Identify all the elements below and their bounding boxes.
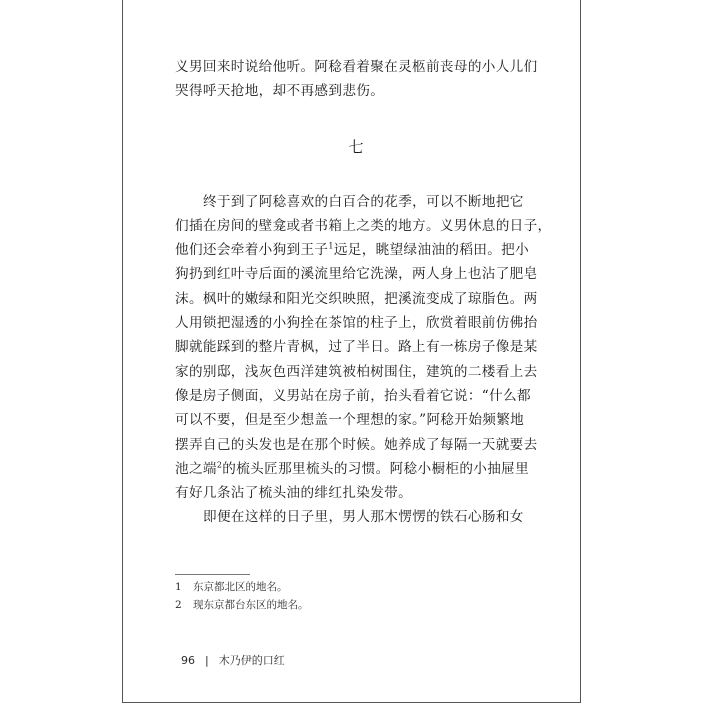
text-line <box>175 238 537 262</box>
footnote-ref-1[interactable]: 1 <box>328 241 334 251</box>
text-line <box>175 457 537 481</box>
footnote-item <box>175 578 537 596</box>
text-line: 终于到了阿稔喜欢的白百合的花季，可以不断地把它 <box>203 193 524 210</box>
page-number: 96 <box>181 654 195 667</box>
text-line: 可以不要，但是至少想盖一个理想的家。”阿稔开始频繁地 <box>175 412 525 429</box>
text-line: 像是房子侧面，义男站在房子前，抬头看着它说：“什么都 <box>175 387 531 404</box>
text-line: 义男回来时说给他听。阿稔看着聚在灵柩前丧母的小人儿们 <box>175 59 538 75</box>
footnote-divider <box>175 574 250 575</box>
text-line: 脚就能踩到的整片青枫，过了半日。路上有一栋房子像是某 <box>175 339 538 356</box>
text-line: 摆弄自己的头发也是在那个时候。她养成了每隔一天就要去 <box>175 436 538 453</box>
text-line: 狗扔到红叶寺后面的溪流里给它洗澡，两人身上也沾了肥皂 <box>175 266 538 283</box>
footnote-text: 现东京都台东区的地名。 <box>193 599 309 611</box>
text-line: 人用锁把湿透的小狗拴在茶馆的柱子上，欣赏着眼前仿佛抬 <box>175 315 538 332</box>
text-line: 有好几条沾了梳头油的绯红扎染发带。 <box>175 485 413 502</box>
chapter-heading: 七 <box>348 137 364 156</box>
footnote-item <box>175 596 537 614</box>
text-line: 沫。枫叶的嫩绿和阳光交织映照，把溪流变成了琼脂色。两 <box>175 290 538 307</box>
paragraph-continued <box>175 55 537 104</box>
text-line: 们插在房间的壁龛或者书箱上之类的地方。义男休息的日子， <box>175 217 552 234</box>
page-content <box>175 55 552 530</box>
paragraph-main <box>175 190 552 506</box>
text-line: 家的别邸，浅灰色西洋建筑被柏树围住，建筑的二楼看上去 <box>175 363 538 380</box>
book-page <box>122 0 581 703</box>
footnote-number: 2 <box>175 599 182 611</box>
text-segment: 的梳头匠那里梳头的习惯。阿稔小橱柜的小抽屉里 <box>222 460 530 477</box>
footnote-text: 东京都北区的地名。 <box>193 581 288 593</box>
page-footer <box>181 652 285 668</box>
text-line: 即便在这样的日子里，男人那木愣愣的铁石心肠和女 <box>203 509 524 526</box>
text-line: 哭得呼天抢地，却不再感到悲伤。 <box>175 83 385 100</box>
book-title: 木乃伊的口红 <box>218 654 285 667</box>
footer-separator: | <box>205 654 209 667</box>
footnote-ref-2[interactable]: 2 <box>216 460 223 470</box>
text-segment: 远足，眺望绿油油的稻田。把小 <box>333 242 530 259</box>
text-segment: 他们还会牵着小狗到王子 <box>175 242 329 259</box>
text-segment: 池之端 <box>175 460 217 477</box>
footnotes <box>175 578 537 614</box>
footnote-number: 1 <box>175 581 182 593</box>
paragraph-next <box>175 505 537 529</box>
